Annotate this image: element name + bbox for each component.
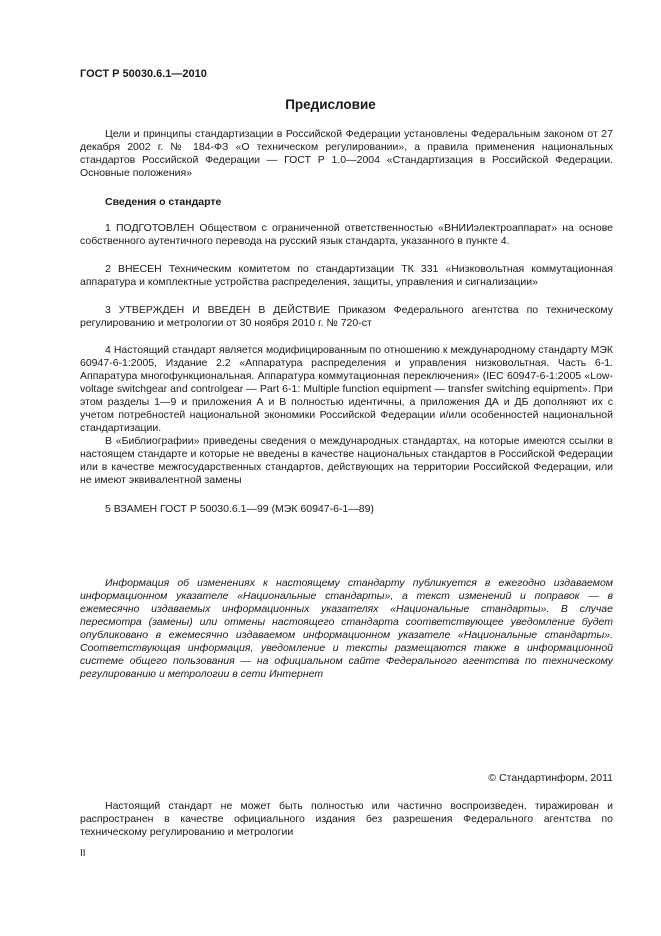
intro-paragraph: Цели и принципы стандартизации в Российской Федерации установлены Федеральным законом от 27 декабря 2002 г. № 184-ФЗ «О техническом регулировании», а правила применения национальных стандартов Российской Федерации — ГОСТ Р 1.0—2004 «Стандартизация в Российской Федерации. Основные положения» [80,128,613,179]
item-3-text: 3 УТВЕРЖДЕН И ВВЕДЕН В ДЕЙСТВИЕ Приказом Федерального агентства по техническому регулированию и метрологии от 30 ноября 2010 г. № 720-ст [80,304,613,329]
reproduction-notice [80,800,613,839]
item-1-text: 1 ПОДГОТОВЛЕН Обществом с ограниченной ответственностью «ВНИИэлектроаппарат» на основе собственного аутентичного перевода на русский язык стандарта, указанного в пункте 4. [80,222,613,247]
page-number: II [80,848,86,859]
page-title: Предисловие [285,97,376,112]
bibliography-paragraph: В «Библиографии» приведены сведения о международных стандартах, на которые имеются ссылки в настоящем стандарте и которые не введены в качестве национальных стандартов в Российской Федерации или в качестве межгосударственных стандартов, действующих на территории Российской Федерации, или не имеют эквивалентной замены [80,435,613,486]
info-notice-text: Информация об изменениях к настоящему стандарту публикуется в ежегодно издаваемом информационном указателе «Национальные стандарты», а текст изменений и поправок — в ежемесячно издаваемых информационных указателях «Национальные стандарты». В случае пересмотра (замены) или отмены настоящего стандарта соответствующее уведомление будет опубликовано в ежемесячно издаваемом информационном указателе «Национальные стандарты». Соответствующая информация, уведомление и тексты размещаются также в информационной системе общего пользования — на официальном сайте Федерального агентства по техническому регулированию и метрологии в сети Интернет [80,577,613,680]
item-2 [80,263,613,289]
item-3 [80,304,613,330]
item-4-text: 4 Настоящий стандарт является модифицированным по отношению к международному стандарту МЭК 60947-6-1:2005, Издание 2.2 «Аппаратура распределения и управления низковольтная. Часть 6-1. Аппаратура многофункциональная. Аппаратура коммутационная переключения» (IEC 60947-6-1:2005 «Low-voltage switchgear and controlgear — Part 6-1: Multiple function equipment — transfer switching equipment». При этом разделы 1—9 и приложения А и В полностью идентичны, а приложения ДА и ДБ дополняют их с учетом потребностей национальной экономики Российской Федерации и/или особенностей национальной стандартизации. [80,344,613,434]
item-5 [80,503,613,516]
item-4 [80,344,613,487]
item-5-text: 5 ВЗАМЕН ГОСТ Р 50030.6.1—99 (МЭК 60947-6-1—89) [105,503,374,515]
item-2-text: 2 ВНЕСЕН Техническим комитетом по стандартизации ТК 331 «Низковольтная коммутационная аппаратура и комплектные устройства распределения, защиты, управления и сигнализации» [80,263,613,288]
item-1 [80,222,613,248]
copyright: © Стандартинформ, 2011 [488,772,613,784]
section-subheading: Сведения о стандарте [105,196,222,208]
reproduction-notice-text: Настоящий стандарт не может быть полностью или частично воспроизведен, тиражирован и распространен в качестве официального издания без разрешения Федерального агентства по техническому регулированию и метрологии [80,800,613,838]
document-code: ГОСТ Р 50030.6.1—2010 [80,68,207,80]
info-notice [80,577,613,681]
intro-section [80,128,613,180]
